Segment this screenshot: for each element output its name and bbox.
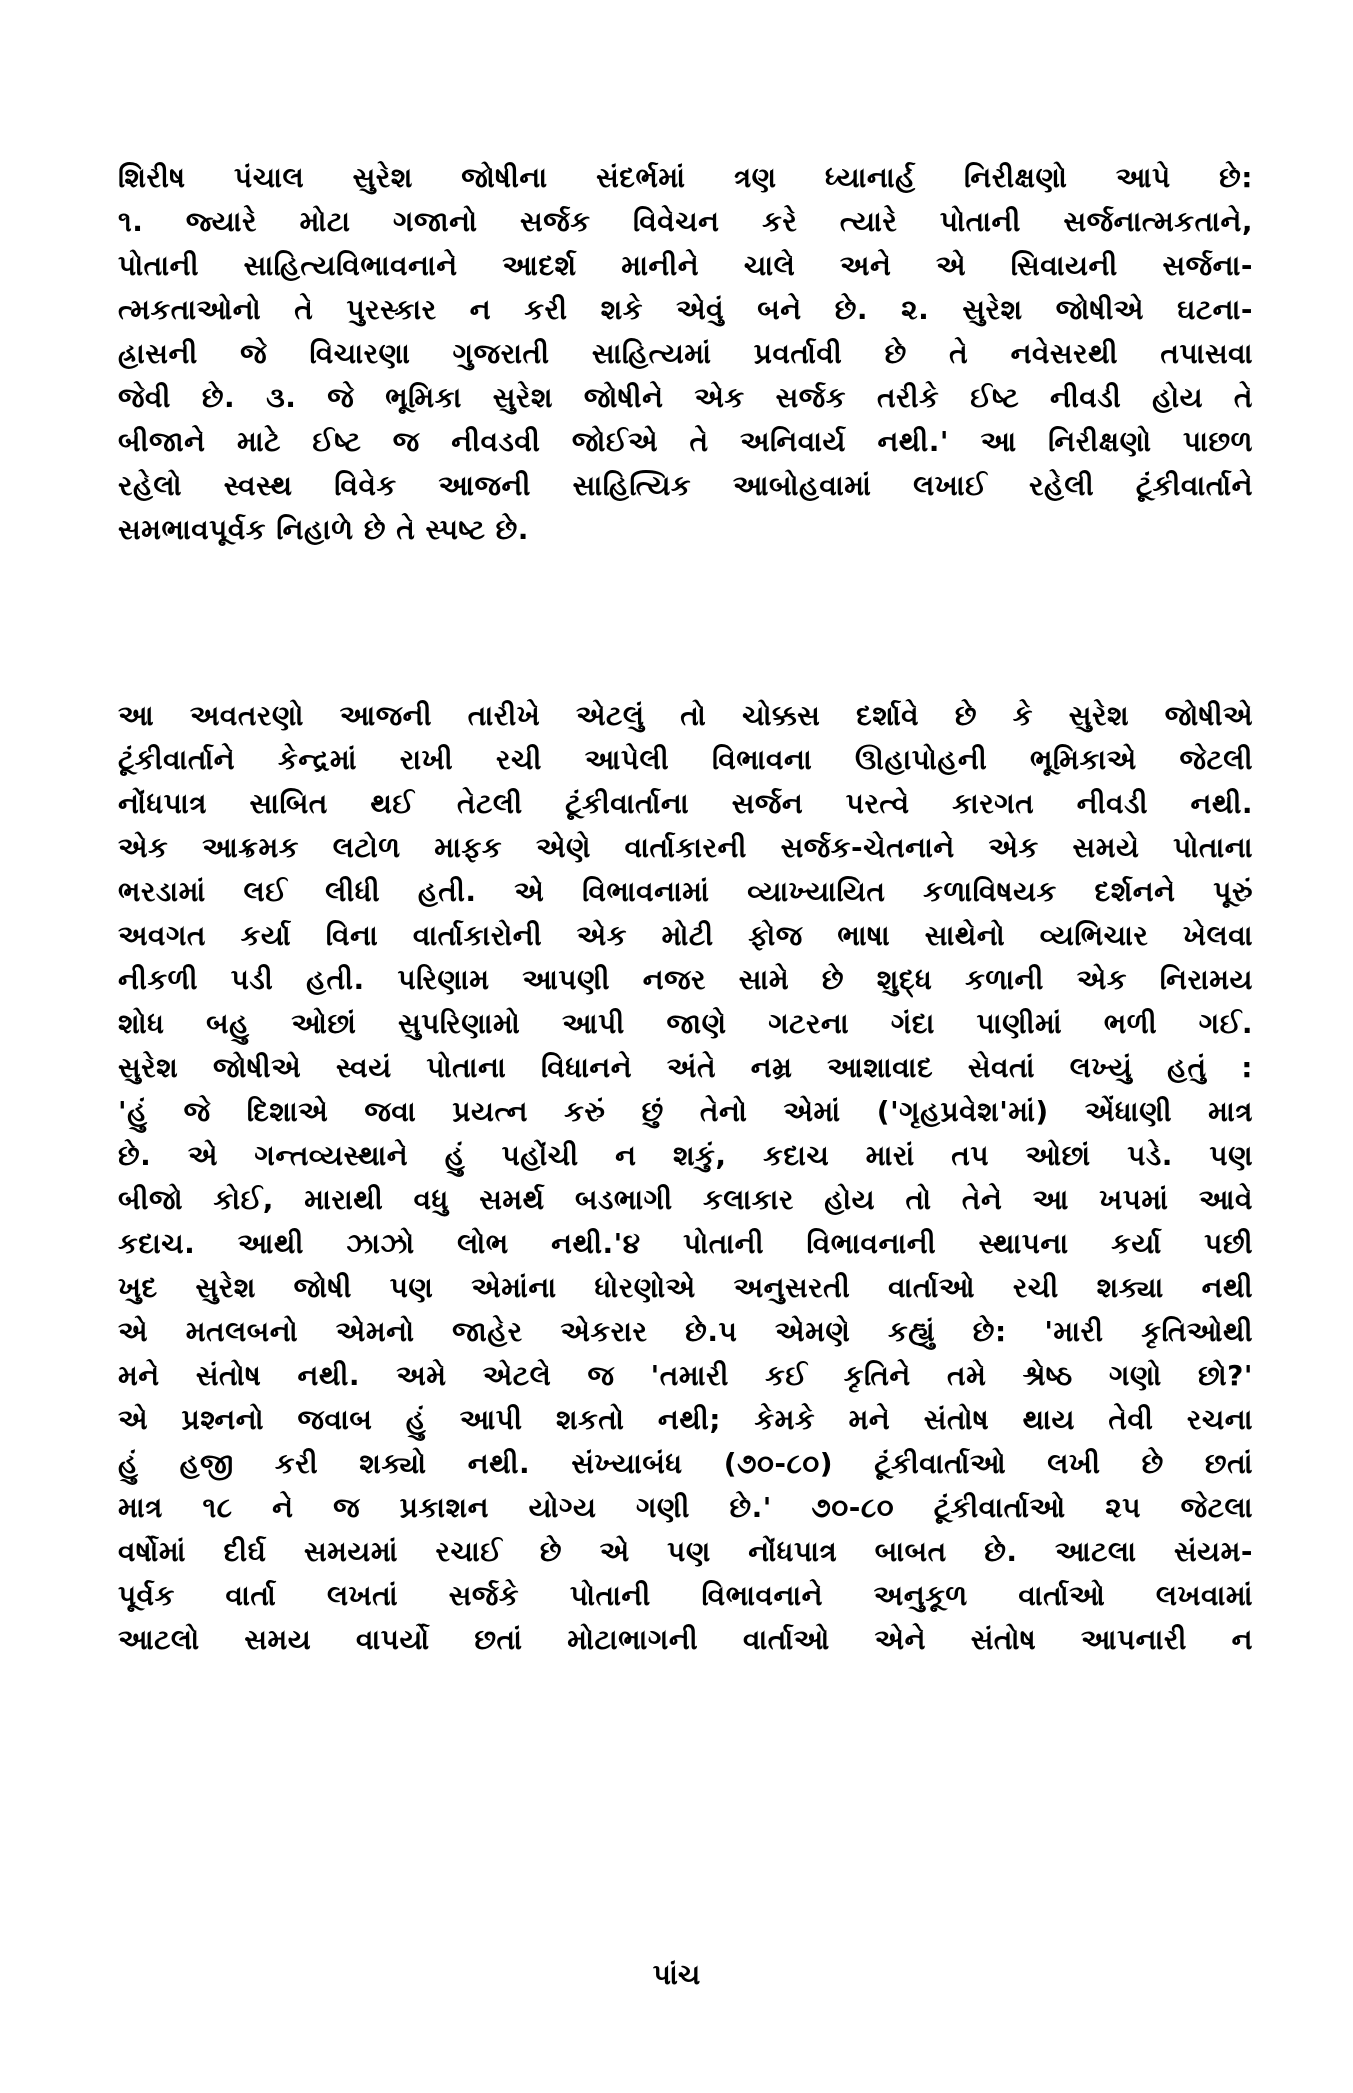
text-line: ૧. જ્યારે મોટા ગજાનો સર્જક વિવેચન કરે ત્યારે પોતાની સર્જનાત્મકતાને, [118,205,1253,238]
text-line: આટલો સમય વાપર્યો છતાં મોટાભાગની વાર્તાઓ એને સંતોષ આપનારી ન [118,1623,1253,1656]
paragraph-2 [118,694,1253,1662]
text-line: કદાચ. આથી ઝાઝો લોભ નથી.'૪ પોતાની વિભાવનાની સ્થાપના કર્યા પછી [118,1227,1253,1260]
text-line: જેવી છે. ૩. જે ભૂમિકા સુરેશ જોષીને એક સર્જક તરીકે ઈષ્ટ નીવડી હોય તે [118,381,1253,414]
text-line: હું હજી કરી શક્યો નથી. સંખ્યાબંધ (૭૦-૮૦) ટૂંકીવાર્તાઓ લખી છે છતાં [118,1447,1253,1480]
text-line: ટૂંકીવાર્તાને કેન્દ્રમાં રાખી રચી આપેલી વિભાવના ઊહાપોહની ભૂમિકાએ જેટલી [118,743,1253,776]
text-line: બીજાને માટે ઈષ્ટ જ નીવડવી જોઈએ તે અનિવાર્ય નથી.' આ નિરીક્ષણો પાછળ [118,425,1253,458]
text-line: અવગત કર્યા વિના વાર્તાકારોની એક મોટી ફોજ ભાષા સાથેનો વ્યભિચાર ખેલવા [118,919,1253,952]
text-line: આ અવતરણો આજની તારીખે એટલું તો ચોક્કસ દર્શાવે છે કે સુરેશ જોષીએ [118,699,1253,732]
text-line: શોધ બહુ ઓછાં સુપરિણામો આપી જાણે ગટરના ગંદા પાણીમાં ભળી ગઈ. [118,1007,1253,1040]
text-line: પૂર્વક વાર્તા લખતાં સર્જકે પોતાની વિભાવનાને અનુકૂળ વાર્તાઓ લખવામાં [118,1579,1253,1612]
text-line: રહેલો સ્વસ્થ વિવેક આજની સાહિત્યિક આબોહવામાં લખાઈ રહેલી ટૂંકીવાર્તાને [118,469,1253,502]
page-number: પાંચ [652,1958,701,1991]
text-line: મને સંતોષ નથી. અમે એટલે જ 'તમારી કઈ કૃતિને તમે શ્રેષ્ઠ ગણો છો?' [118,1359,1253,1392]
text-line: વર્ષોમાં દીર્ઘ સમયમાં રચાઈ છે એ પણ નોંધપાત્ર બાબત છે. આટલા સંયમ- [118,1535,1253,1568]
text-line: ત્મકતાઓનો તે પુરસ્કાર ન કરી શકે એવું બને છે. ૨. સુરેશ જોષીએ ઘટના- [118,293,1253,326]
text-line: નીકળી પડી હતી. પરિણામ આપણી નજર સામે છે શુદ્ધ કળાની એક નિરામય [118,963,1253,996]
text-line: એક આક્રમક લટોળ માફક એણે વાર્તાકારની સર્જક-ચેતનાને એક સમયે પોતાના [118,831,1253,864]
text-line: બીજો કોઈ, મારાથી વધુ સમર્થ બડભાગી કલાકાર હોય તો તેને આ ખપમાં આવે [118,1183,1253,1216]
text-line: શિરીષ પંચાલ સુરેશ જોષીના સંદર્ભમાં ત્રણ ધ્યાનાર્હ નિરીક્ષણો આપે છે: [118,161,1253,194]
text-line: છે. એ ગન્તવ્યસ્થાને હું પહોંચી ન શકું, કદાચ મારાં તપ ઓછાં પડે. પણ [118,1139,1253,1172]
text-line: એ મતલબનો એમનો જાહેર એકરાર છે.૫ એમણે કહ્યું છે: 'મારી કૃતિઓથી [118,1315,1253,1348]
text-line: માત્ર ૧૮ ને જ પ્રકાશન યોગ્ય ગણી છે.' ૭૦-૮૦ ટૂંકીવાર્તાઓ ૨૫ જેટલા [118,1491,1253,1524]
text-line: 'હું જે દિશાએ જવા પ્રયત્ન કરું છું તેનો એમાં ('ગૃહપ્રવેશ'માં) એંધાણી માત્ર [118,1095,1253,1128]
text-line: સુરેશ જોષીએ સ્વયં પોતાના વિધાનને અંતે નમ્ર આશાવાદ સેવતાં લખ્યું હતું : [118,1051,1253,1084]
paragraph-1 [118,156,1253,552]
text-line: એ પ્રશ્નનો જવાબ હું આપી શકતો નથી; કેમકે મને સંતોષ થાય તેવી રચના [118,1403,1253,1436]
text-line: ભરડામાં લઈ લીધી હતી. એ વિભાવનામાં વ્યાખ્યાયિત કળાવિષયક દર્શનને પૂરું [118,875,1253,908]
text-line: ખુદ સુરેશ જોષી પણ એમાંના ધોરણોએ અનુસરતી વાર્તાઓ રચી શક્યા નથી [118,1271,1253,1304]
text-line: હ્રાસની જે વિચારણા ગુજરાતી સાહિત્યમાં પ્રવર્તાવી છે તે નવેસરથી તપાસવા [118,337,1253,370]
text-line: નોંધપાત્ર સાબિત થઈ તેટલી ટૂંકીવાર્તાના સર્જન પરત્વે કારગત નીવડી નથી. [118,787,1253,820]
text-line: સમભાવપૂર્વક નિહાળે છે તે સ્પષ્ટ છે. [118,513,529,546]
text-line: પોતાની સાહિત્યવિભાવનાને આદર્શ માનીને ચાલે અને એ સિવાયની સર્જના- [118,249,1253,282]
